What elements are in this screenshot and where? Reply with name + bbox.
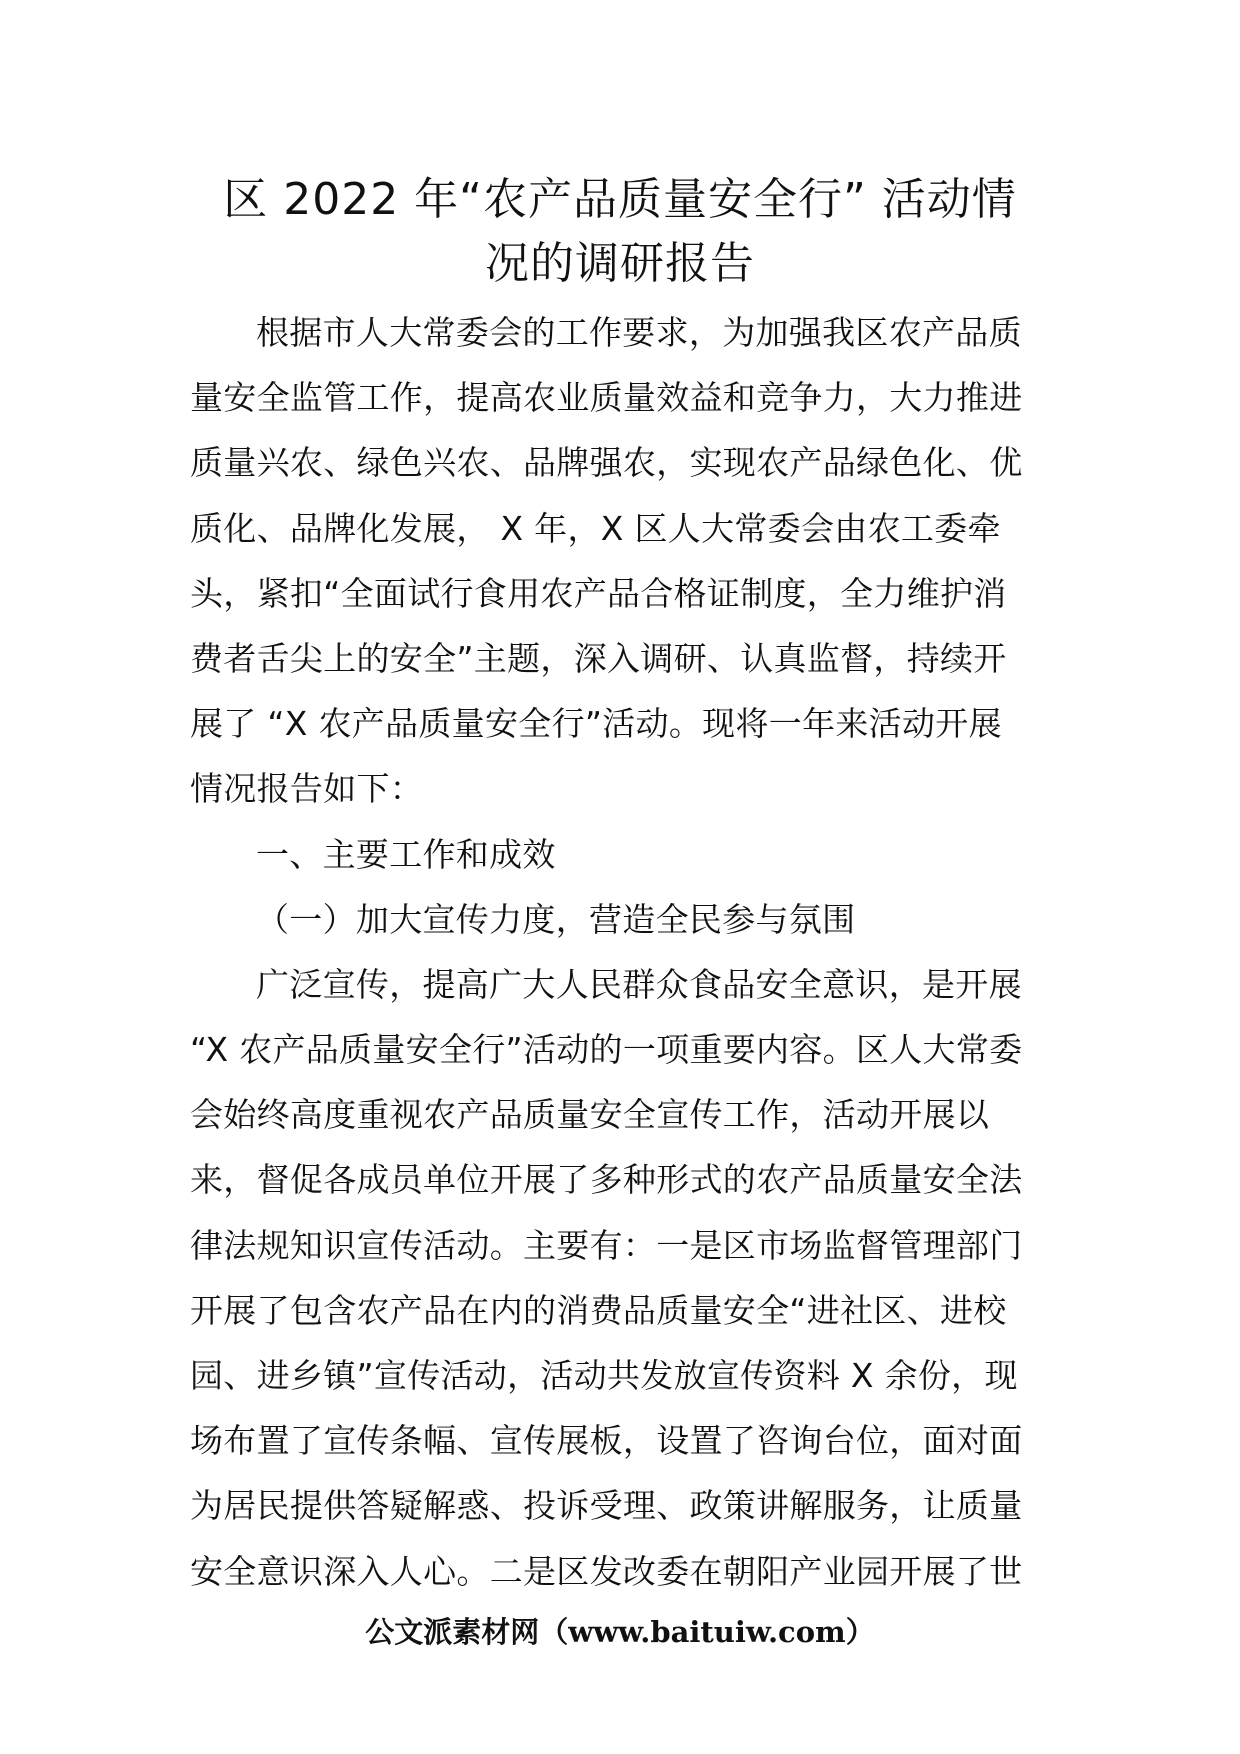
paragraph-line: 质量兴农、绿色兴农、品牌强农，实现农产品绿色化、优 <box>190 443 1023 483</box>
paragraph-line: 展了 “X 农产品质量安全行”活动。现将一年来活动开展 <box>190 704 1002 744</box>
paragraph-line: 安全意识深入人心。二是区发改委在朝阳产业园开展了世 <box>190 1551 1023 1591</box>
paragraph-line: 头，紧扣“全面试行食用农产品合格证制度，全力维护消 <box>190 573 1007 613</box>
subsection-heading: （一）加大宣传力度，营造全民参与氛围 <box>256 899 856 939</box>
paragraph-line: 场布置了宣传条幅、宣传展板，设置了咨询台位，面对面 <box>190 1421 1023 1461</box>
paragraph-line: 园、进乡镇”宣传活动，活动共发放宣传资料 X 余份，现 <box>190 1356 1018 1395</box>
title-line-2: 况的调研报告 <box>485 238 755 289</box>
paragraph-line: 开展了包含农产品在内的消费品质量安全“进社区、进校 <box>190 1290 1007 1330</box>
footer-watermark: 公文派素材网（www.baituiw.com） <box>365 1615 875 1649</box>
section-heading: 一、主要工作和成效 <box>256 834 556 874</box>
paragraph-line: 质化、品牌化发展， X 年，X 区人大常委会由农工委牵 <box>190 508 1001 548</box>
paragraph-line: 来，督促各成员单位开展了多种形式的农产品质量安全法 <box>190 1160 1023 1200</box>
document-title <box>180 168 1060 296</box>
paragraph-line: 费者舌尖上的安全”主题，深入调研、认真监督，持续开 <box>190 638 1007 678</box>
paragraph-line: 律法规知识宣传活动。主要有：一是区市场监督管理部门 <box>190 1225 1023 1265</box>
paragraph-line: 为居民提供答疑解惑、投诉受理、政策讲解服务，让质量 <box>190 1486 1023 1526</box>
paragraph-line: 情况报告如下： <box>190 769 424 809</box>
title-line-1: 区 2022 年“农产品质量安全行” 活动情 <box>223 174 1017 225</box>
paragraph-line: 会始终高度重视农产品质量安全宣传工作，活动开展以 <box>190 1095 990 1135</box>
paragraph-line: 根据市人大常委会的工作要求，为加强我区农产品质 <box>256 313 1022 352</box>
paragraph-line: “X 农产品质量安全行”活动的一项重要内容。区人大常委 <box>190 1030 1023 1070</box>
paragraph-line: 广泛宣传，提高广大人民群众食品安全意识，是开展 <box>256 964 1022 1004</box>
paragraph-line: 量安全监管工作，提高农业质量效益和竞争力，大力推进 <box>190 378 1023 418</box>
document-body <box>190 300 1050 1604</box>
